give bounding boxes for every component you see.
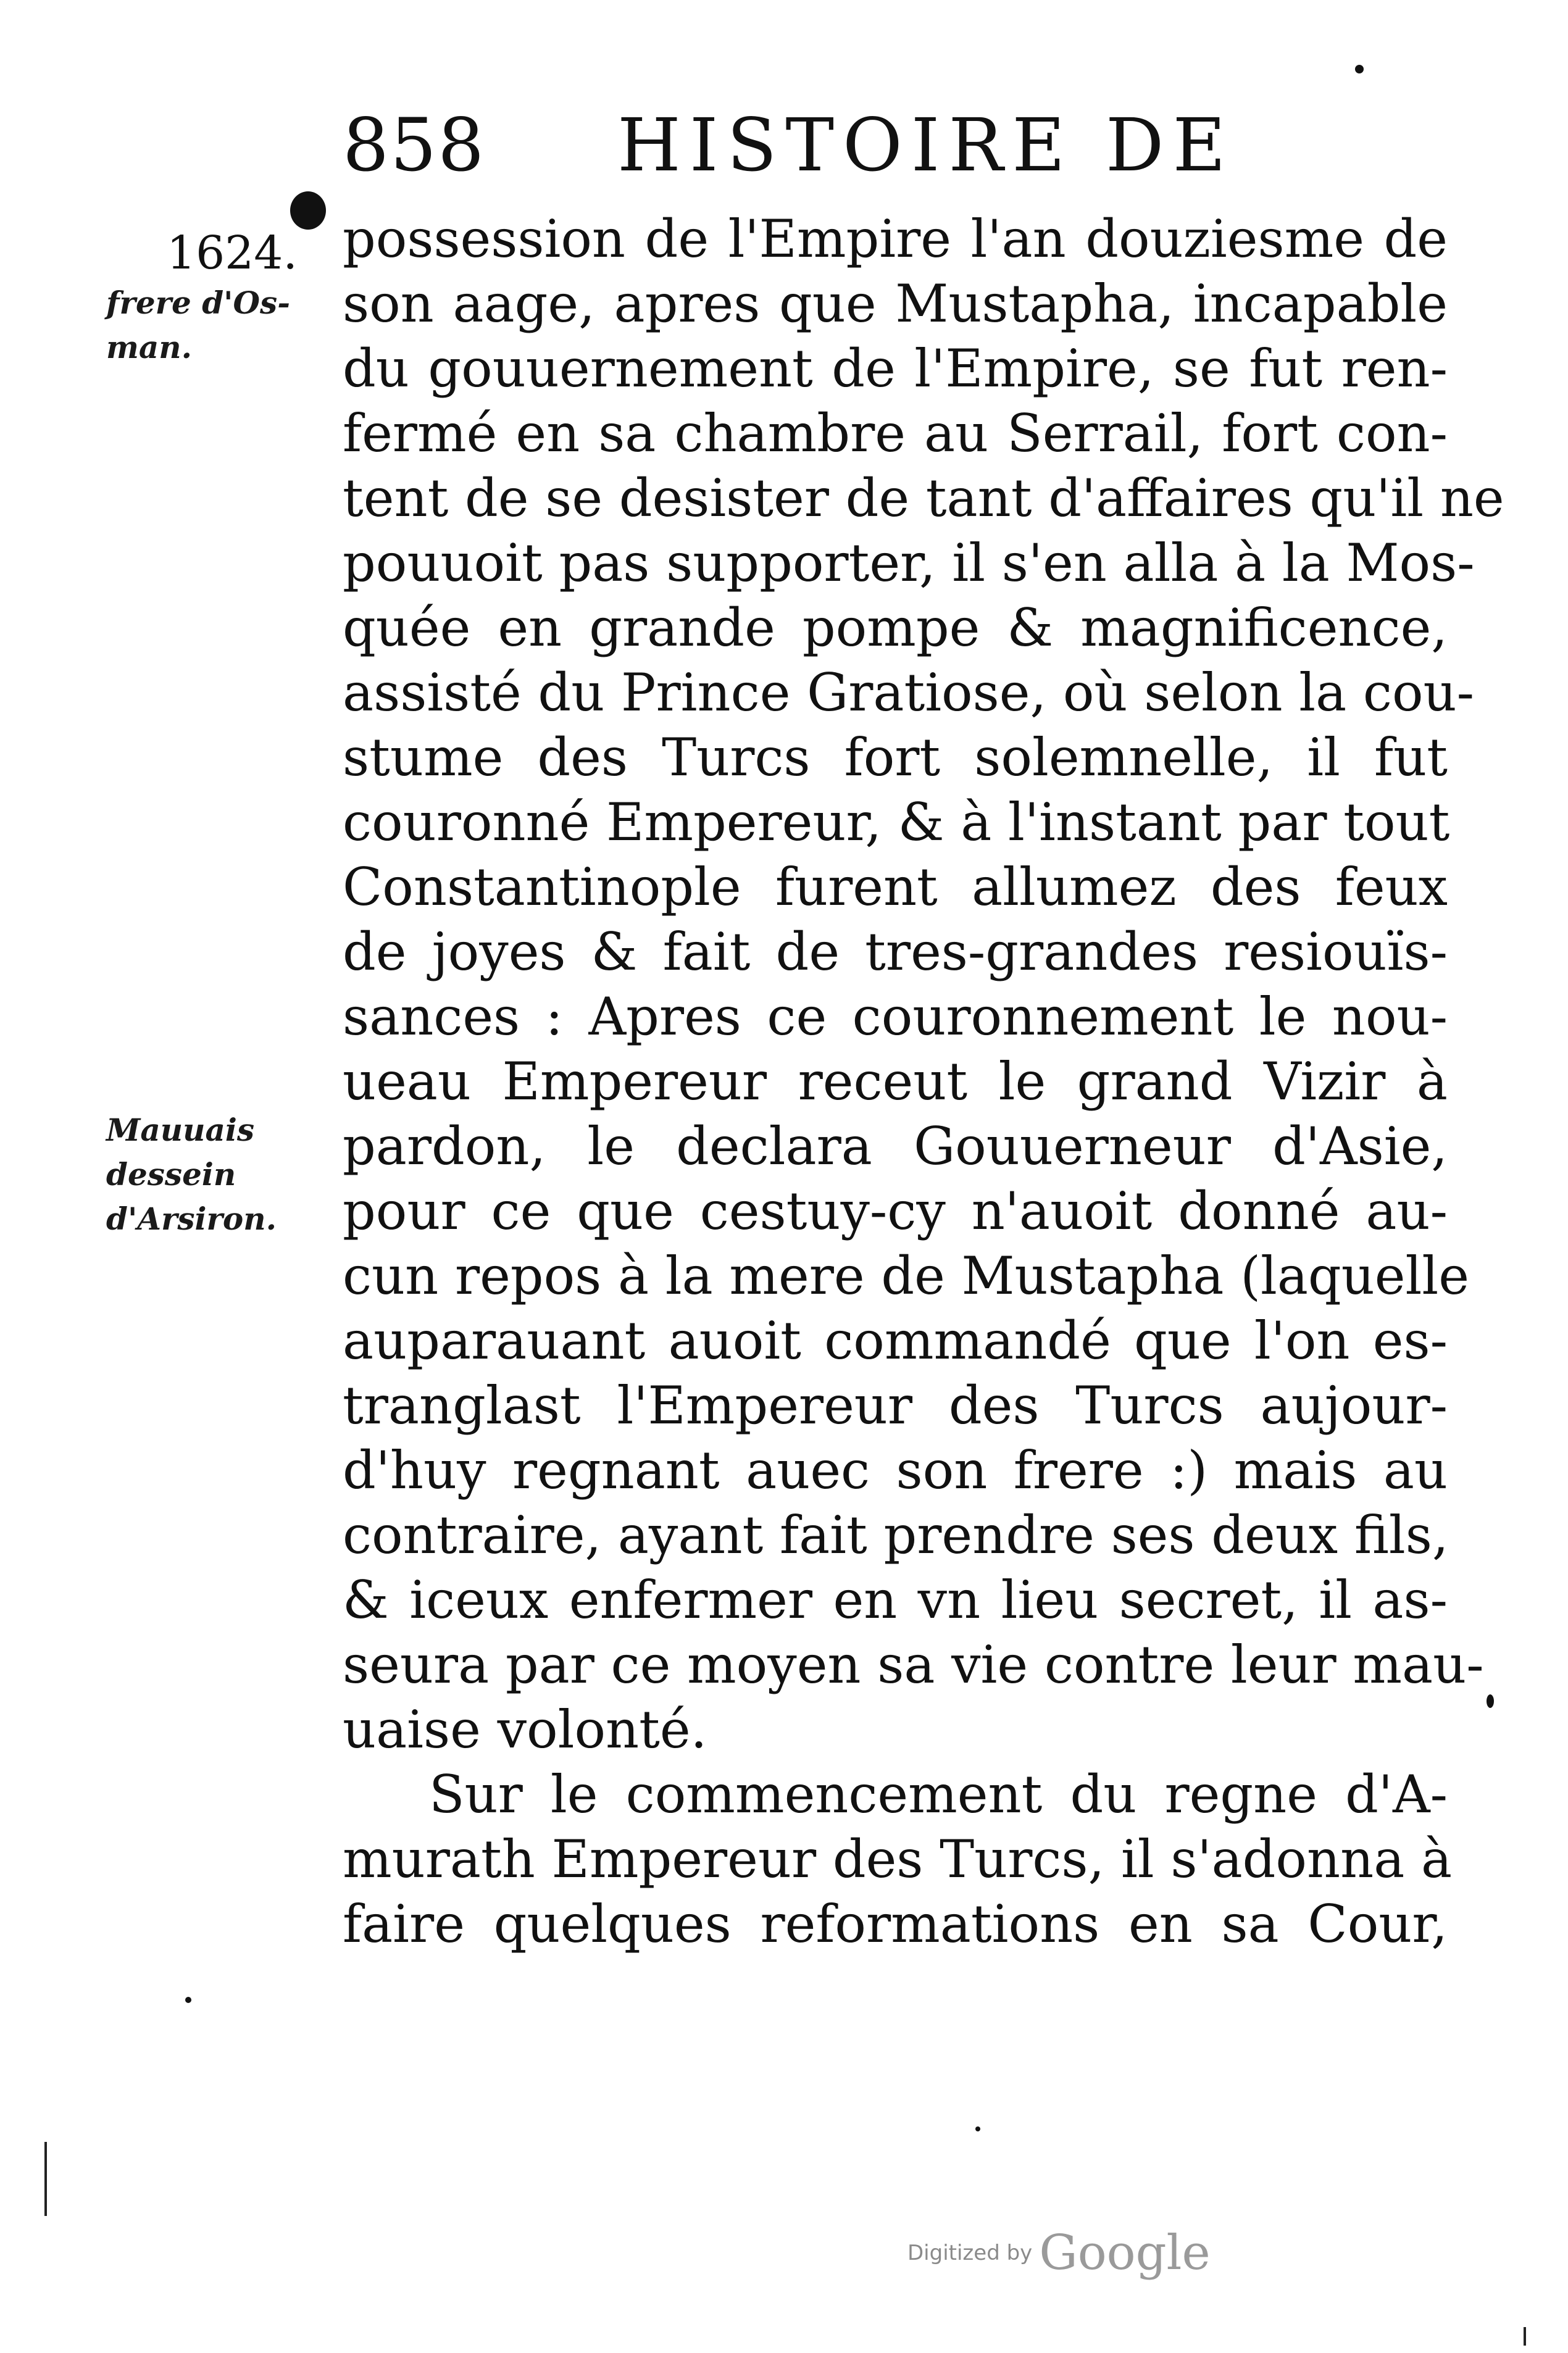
- text-line: son aage, apres que Mustapha, incapable: [343, 273, 1448, 334]
- ink-speck: [975, 2126, 980, 2131]
- digitization-watermark: [907, 2225, 1211, 2281]
- year-marginal: 1624.: [167, 227, 298, 280]
- body-text: [343, 207, 1504, 1957]
- text-line: murath Empereur des Turcs, il s'adonna à: [343, 1829, 1453, 1889]
- text-line: ueau Empereur receut le grand Vizir à: [343, 1051, 1448, 1112]
- text-line: quée en grande pompe & magnificence,: [343, 598, 1448, 658]
- watermark-brand: Google: [1039, 2225, 1211, 2281]
- text-line: pardon, le declara Gouuerneur d'Asie,: [343, 1116, 1448, 1176]
- text-line: pour ce que cestuy-cy n'auoit donné au-: [343, 1181, 1448, 1241]
- text-line: auparauant auoit commandé que l'on es-: [343, 1310, 1448, 1371]
- text-line: pouuoit pas supporter, il s'en alla à la Mos-: [343, 533, 1475, 593]
- ink-speck: [1487, 1694, 1494, 1708]
- margin-note-line: frere d'Os-: [106, 285, 290, 321]
- text-line: contraire, ayant fait prendre ses deux fils,: [343, 1505, 1449, 1565]
- ink-speck: [290, 191, 326, 230]
- text-line: de joyes & fait de tres-grandes resiouïs-: [343, 922, 1448, 982]
- text-line: fermé en sa chambre au Serrail, fort con-: [343, 403, 1448, 464]
- text-line: d'huy regnant auec son frere :) mais au: [343, 1440, 1448, 1501]
- text-line: cun repos à la mere de Mustapha (laquelle: [343, 1246, 1469, 1306]
- text-line: & iceux enfermer en vn lieu secret, il as-: [343, 1570, 1448, 1630]
- margin-note-line: Mauuais: [106, 1112, 254, 1148]
- text-line: sances : Apres ce couronnement le nou-: [343, 986, 1448, 1047]
- text-line: possession de l'Empire l'an douziesme de: [343, 209, 1448, 269]
- ink-speck: [185, 1997, 191, 2003]
- scan-edge-mark: [1524, 2327, 1526, 2346]
- page-number: 858: [343, 102, 486, 188]
- running-title: HISTOIRE DE: [617, 102, 1235, 188]
- margin-note-line: d'Arsiron.: [106, 1201, 277, 1237]
- text-line: tent de se desister de tant d'affaires qu'il ne: [343, 468, 1504, 528]
- text-line: uaise volonté.: [343, 1699, 707, 1760]
- text-line: stume des Turcs fort solemnelle, il fut: [343, 727, 1448, 788]
- text-line: faire quelques reformations en sa Cour,: [343, 1894, 1448, 1954]
- margin-note-line: man.: [106, 329, 193, 365]
- text-line: assisté du Prince Gratiose, où selon la cou-: [343, 662, 1475, 723]
- text-line: Constantinople furent allumez des feux: [343, 857, 1448, 917]
- ink-speck: [1355, 65, 1364, 73]
- page-header: [343, 93, 1269, 198]
- text-line: du gouuernement de l'Empire, se fut ren-: [343, 338, 1448, 399]
- margin-note-frere-dosman: [106, 281, 328, 370]
- margin-note-mauuais-dessein: [106, 1108, 328, 1241]
- text-line: Sur le commencement du regne d'A-: [429, 1764, 1448, 1825]
- text-line: couronné Empereur, & à l'instant par tout: [343, 792, 1450, 852]
- watermark-prefix: Digitized by: [907, 2241, 1033, 2265]
- scan-edge-mark: [44, 2142, 47, 2216]
- text-line: seura par ce moyen sa vie contre leur mau-: [343, 1635, 1484, 1695]
- margin-note-line: dessein: [106, 1156, 236, 1193]
- text-line: tranglast l'Empereur des Turcs aujour-: [343, 1375, 1448, 1436]
